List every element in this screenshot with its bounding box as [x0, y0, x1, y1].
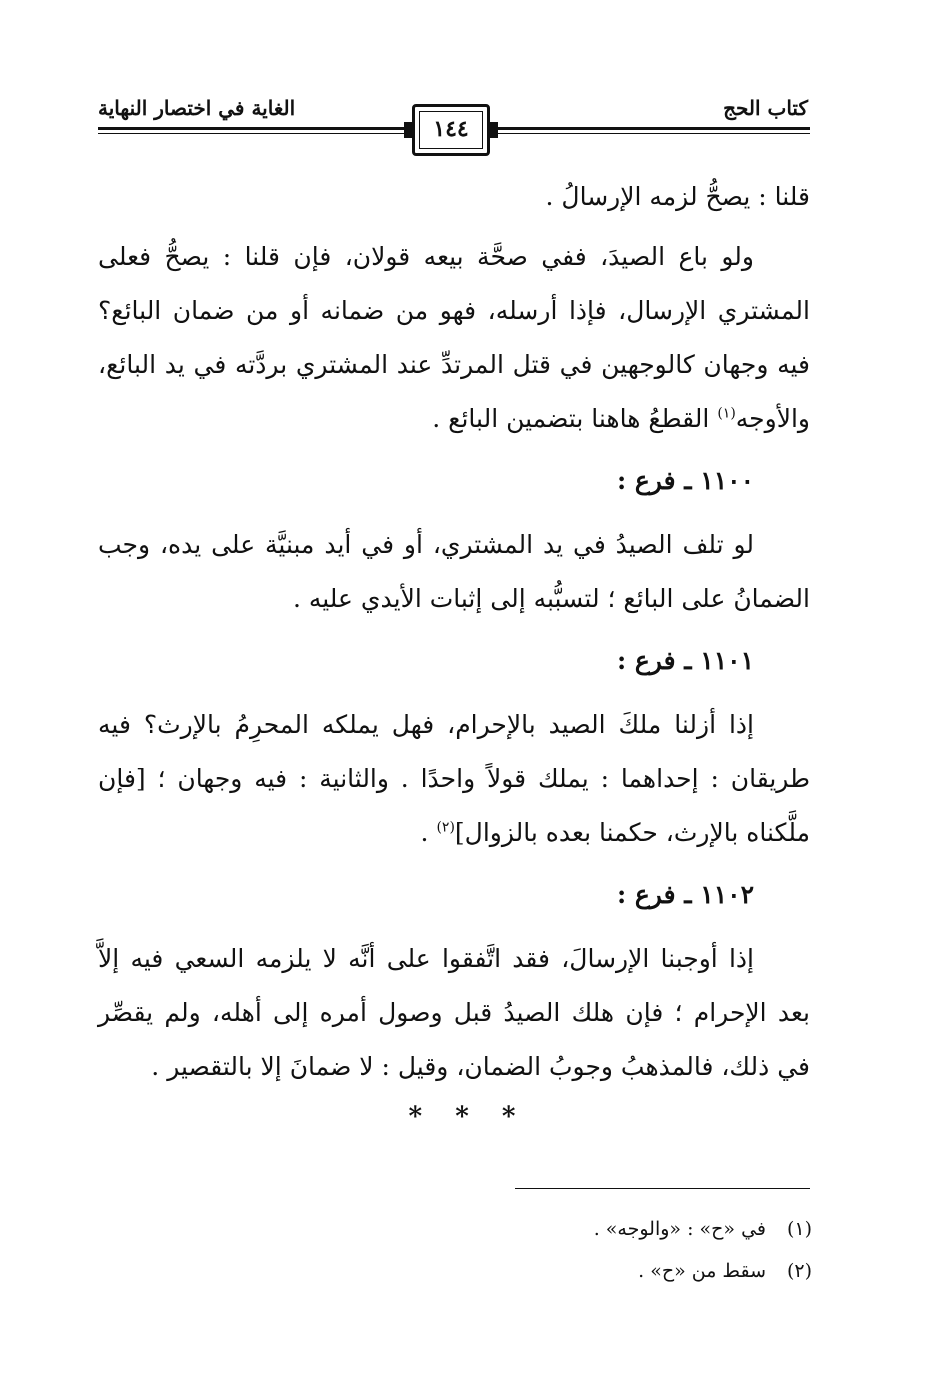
section-separator: * * *	[408, 1102, 528, 1132]
branch-heading-1102: ١١٠٢ ـ فرع :	[616, 880, 754, 909]
footnotes	[112, 1208, 812, 1292]
running-header-section: كتاب الحج	[723, 96, 808, 120]
paragraph-3: لو تلف الصيدُ في يد المشتري، أو في أيد مبنيَّة على يده، وجب الضمانُ على البائع ؛ لتسبُّبه إلى إثبات الأيدي عليه .	[98, 530, 810, 613]
branch-heading-1101: ١١٠١ ـ فرع :	[616, 646, 754, 675]
footnote-rule	[515, 1188, 810, 1189]
footnote-ref-1[interactable]: (١)	[717, 405, 736, 422]
footnote-1: (١)في «ح» : «والوجه» .	[593, 1218, 812, 1240]
paragraph-2: ولو باع الصيدَ، ففي صحَّة بيعه قولان، فإن قلنا : يصحُّ فعلى المشتري الإرسال، فإذا أرسله، فهو من ضمانه أو من ضمان البائع؟ فيه وجهان كالوجهين في قتل المرتدِّ عند المشتري بردَّته في يد البائع، والأوجه$^{(١)}$ القطعُ هاهنا بتضمين البائع .	[98, 242, 810, 433]
paragraph-5: إذا أوجبنا الإرسالَ، فقد اتَّفقوا على أنَّه لا يلزمه السعي فيه إلاَّ بعد الإحرام ؛ فإن هلك الصيدُ قبل وصول أمره إلى أهله، ولم يقصِّر في ذلك، فالمذهبُ وجوبُ الضمان، وقيل : لا ضمانَ إلا بالتقصير .	[98, 944, 810, 1081]
running-header-title: الغاية في اختصار النهاية	[98, 96, 296, 120]
footnote-ref-2[interactable]: (٢)	[436, 819, 455, 836]
paragraph-4: إذا أزلنا ملكَ الصيد بالإحرام، فهل يملكه المحرِمُ بالإرث؟ فيه طريقان : إحداهما : يملك قولاً واحدًا . والثانية : فيه وجهان ؛ [فإن ملَّكناه بالإرث، حكمنا بعده بالزوال]$^{(٢)}$ .	[98, 710, 810, 847]
page-number-frame	[412, 104, 490, 156]
page-number: ١٤٤	[433, 116, 469, 142]
branch-heading-1100: ١١٠٠ ـ فرع :	[616, 466, 754, 495]
main-text	[98, 170, 810, 1100]
footnote-2: (٢)سقط من «ح» .	[638, 1260, 812, 1282]
paragraph-1: قلنا : يصحُّ لزمه الإرسالُ .	[545, 182, 810, 211]
